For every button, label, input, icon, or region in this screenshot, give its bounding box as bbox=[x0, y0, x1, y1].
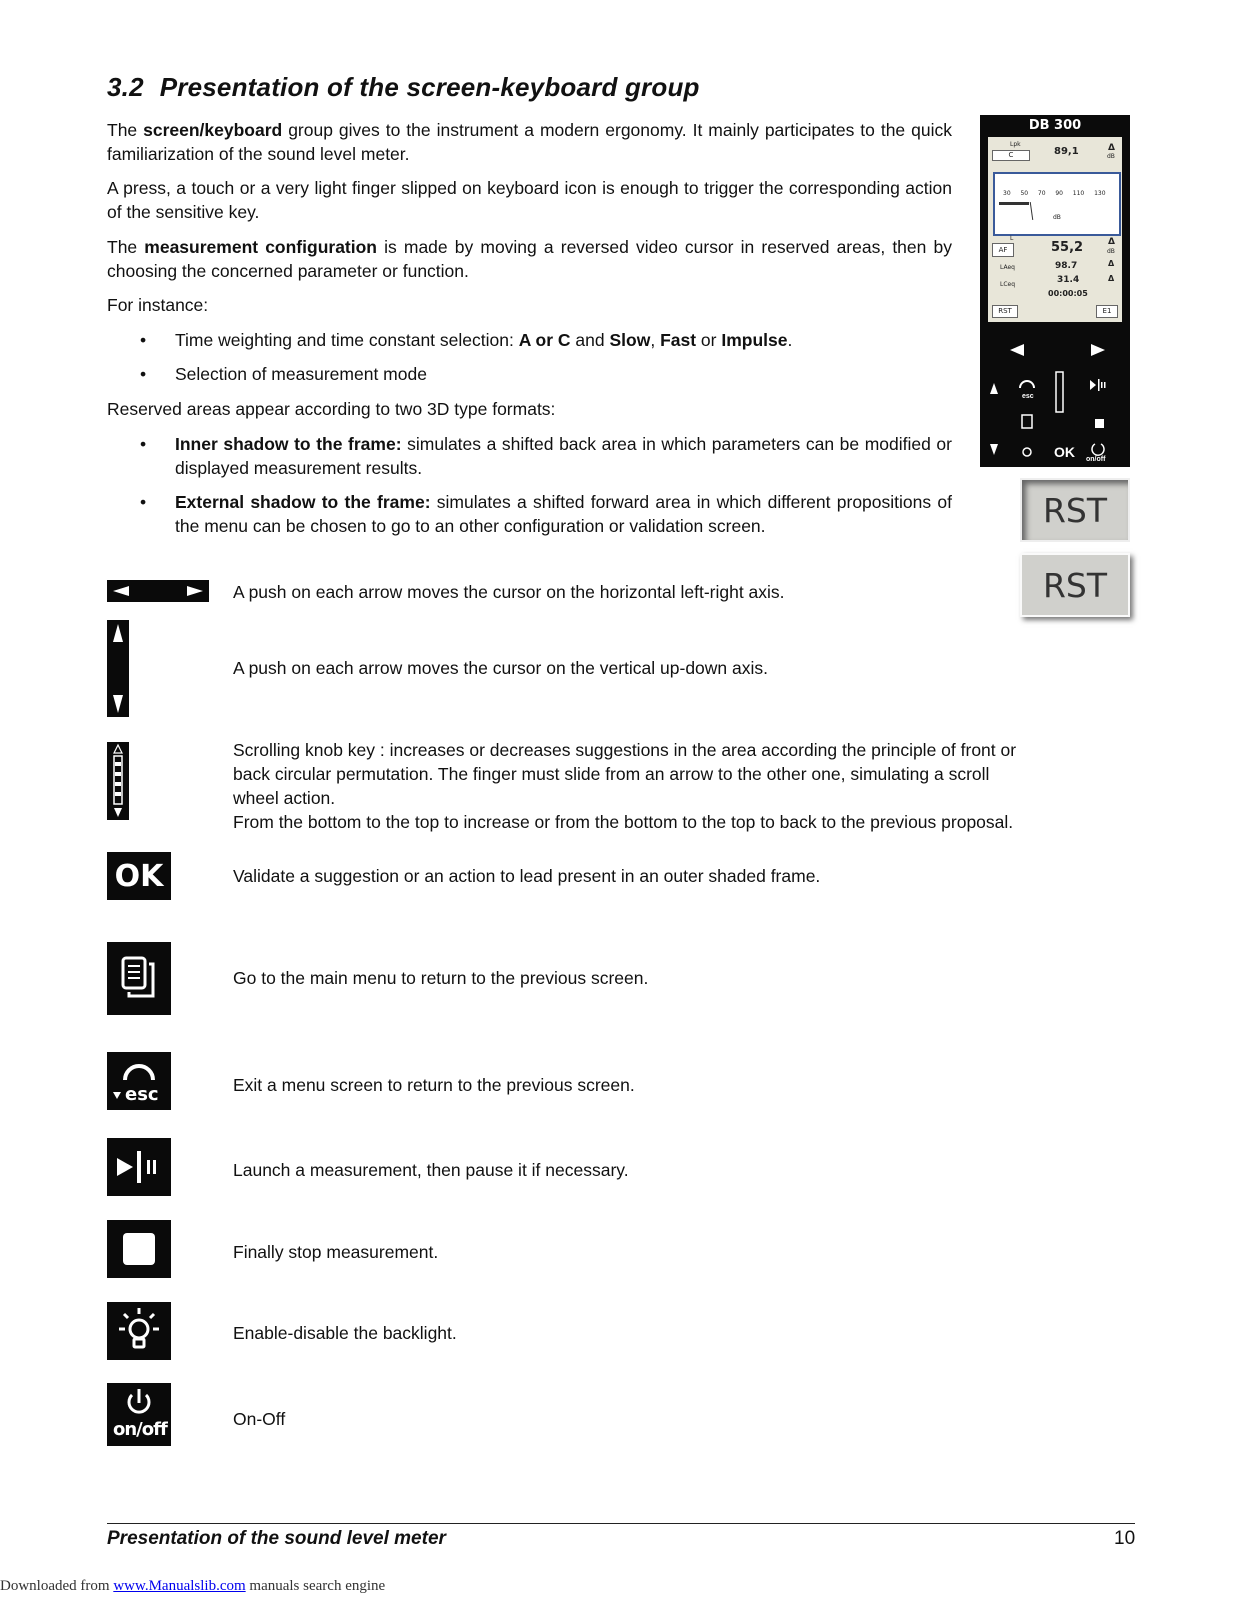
l-label: L bbox=[1010, 235, 1014, 242]
bullet-inner-shadow: • Inner shadow to the frame: simulates a shifted back area in which parameters can be modified or displayed measurement results. bbox=[140, 434, 952, 478]
rst-outer-shadow-example: RST bbox=[1020, 553, 1130, 617]
delta-icon: Δ bbox=[1108, 274, 1115, 283]
power-icon bbox=[107, 1383, 171, 1446]
device-keyboard-illustration bbox=[980, 115, 1130, 467]
ok-icon: OK bbox=[107, 852, 171, 900]
backlight-icon bbox=[1023, 448, 1031, 456]
page-number: 10 bbox=[1114, 1528, 1136, 1549]
left-arrow-icon bbox=[1010, 344, 1024, 356]
manualslib-link[interactable]: www.Manualslib.com bbox=[113, 1578, 246, 1594]
paragraph-config: The measurement configuration is made by moving a reversed video cursor in reserved areas, then by choosing the concerned parameter or function. bbox=[107, 237, 952, 281]
device-rst-box[interactable]: RST bbox=[992, 305, 1018, 318]
key-desc-menu: Go to the main menu to return to the previous screen. bbox=[233, 968, 649, 988]
lpk-unit: dB bbox=[1107, 153, 1115, 160]
delta-icon: Δ bbox=[1108, 259, 1115, 268]
key-desc-ok: Validate a suggestion or an action to lead present in an outer shaded frame. bbox=[233, 866, 821, 886]
bargraph-unit: dB bbox=[1053, 214, 1061, 221]
bullet-external-shadow: • External shadow to the frame: simulates a shifted forward area in which different propositions of the menu can be chosen to go to an other configuration or validation screen. bbox=[140, 492, 952, 536]
device-screen bbox=[988, 137, 1122, 322]
key-desc-left-right: A push on each arrow moves the cursor on the horizontal left-right axis. bbox=[233, 582, 785, 602]
key-desc-backlight: Enable-disable the backlight. bbox=[233, 1323, 457, 1343]
power-icon bbox=[1092, 444, 1104, 455]
lpk-weight-box[interactable]: C bbox=[992, 150, 1030, 161]
key-desc-power: On-Off bbox=[233, 1409, 286, 1429]
section-title bbox=[107, 72, 700, 103]
delta-icon: Δ bbox=[1108, 143, 1115, 153]
laeq-label: LAeq bbox=[1000, 264, 1015, 271]
delta-icon: Δ bbox=[1108, 237, 1115, 247]
right-arrow-icon bbox=[1091, 344, 1105, 356]
down-arrow-icon bbox=[990, 444, 998, 455]
backlight-icon bbox=[107, 1302, 171, 1360]
play-pause-icon bbox=[107, 1138, 171, 1196]
lpk-label: Lpk bbox=[1010, 141, 1021, 148]
paragraph-instance: For instance: bbox=[107, 295, 209, 315]
download-note: Downloaded from www.Manualslib.com manuals search engine bbox=[0, 1578, 386, 1594]
scroll-knob-icon bbox=[1056, 372, 1063, 412]
paragraph-intro: The screen/keyboard group gives to the instrument a modern ergonomy. It mainly participates to the quick familiarization of the sound level meter. bbox=[107, 120, 952, 164]
esc-icon bbox=[107, 1052, 171, 1110]
device-ok-label: OK bbox=[1054, 444, 1075, 460]
section-title-text: Presentation of the screen-keyboard group bbox=[159, 72, 700, 102]
lpk-value: 89,1 bbox=[1054, 146, 1079, 157]
bargraph-scale: 30 50 70 90 110 130 bbox=[1003, 190, 1106, 197]
bullet-time-weighting: • Time weighting and time constant selection: A or C and Slow, Fast or Impulse. bbox=[140, 330, 793, 350]
bargraph-box bbox=[993, 172, 1121, 236]
device-esc-label: esc bbox=[1022, 393, 1034, 400]
l-weight-box[interactable]: AF bbox=[992, 243, 1014, 257]
paragraph-press: A press, a touch or a very light finger slipped on keyboard icon is enough to trigger the corresponding action of the sensitive key. bbox=[107, 178, 952, 222]
footer-title: Presentation of the sound level meter bbox=[107, 1528, 446, 1549]
key-desc-scroll: Scrolling knob key : increases or decreases suggestions in the area according the principle of front or back circular permutation. The finger must slide from an arrow to the other one, simulating a scroll wheel action. From the bottom to the top to increase or from the bottom to the top to back to the previous proposal. bbox=[233, 740, 1017, 832]
up-arrow-icon bbox=[990, 383, 998, 394]
bargraph-level bbox=[999, 202, 1029, 205]
bullet-measurement-mode: • Selection of measurement mode bbox=[140, 364, 427, 384]
play-icon bbox=[1090, 380, 1096, 390]
footer-rule bbox=[107, 1523, 1135, 1524]
key-desc-play-pause: Launch a measurement, then pause it if necessary. bbox=[233, 1160, 629, 1180]
l-value: 55,2 bbox=[1051, 240, 1084, 255]
esc-arc-icon bbox=[1020, 381, 1034, 388]
device-onoff-label: on/off bbox=[1086, 456, 1106, 463]
laeq-value: 98.7 bbox=[1055, 261, 1078, 271]
rst-inner-shadow-example: RST bbox=[1020, 478, 1130, 542]
left-right-arrows-icon bbox=[107, 580, 209, 602]
up-down-arrows-icon bbox=[107, 620, 129, 717]
bargraph-slope bbox=[1030, 202, 1033, 220]
paragraph-reserved-areas: Reserved areas appear according to two 3D type formats: bbox=[107, 399, 556, 419]
l-unit: dB bbox=[1107, 248, 1115, 255]
section-number: 3.2 bbox=[107, 72, 144, 102]
esc-label: esc bbox=[125, 1084, 159, 1105]
key-desc-up-down: A push on each arrow moves the cursor on the vertical up-down axis. bbox=[233, 658, 768, 678]
menu-icon bbox=[1022, 415, 1032, 428]
scroll-knob-icon bbox=[107, 742, 129, 820]
device-e1-box[interactable]: E1 bbox=[1096, 305, 1118, 318]
lceq-label: LCeq bbox=[1000, 281, 1016, 288]
stop-icon bbox=[107, 1220, 171, 1278]
lceq-value: 31.4 bbox=[1057, 275, 1080, 285]
elapsed-time: 00:00:05 bbox=[1048, 289, 1088, 298]
key-desc-stop: Finally stop measurement. bbox=[233, 1242, 439, 1262]
device-brand: DB 300 bbox=[1028, 118, 1082, 133]
stop-icon bbox=[1095, 419, 1104, 428]
key-desc-esc: Exit a menu screen to return to the previous screen. bbox=[233, 1075, 635, 1095]
power-label: on/off bbox=[113, 1419, 167, 1440]
menu-icon bbox=[107, 942, 171, 1015]
